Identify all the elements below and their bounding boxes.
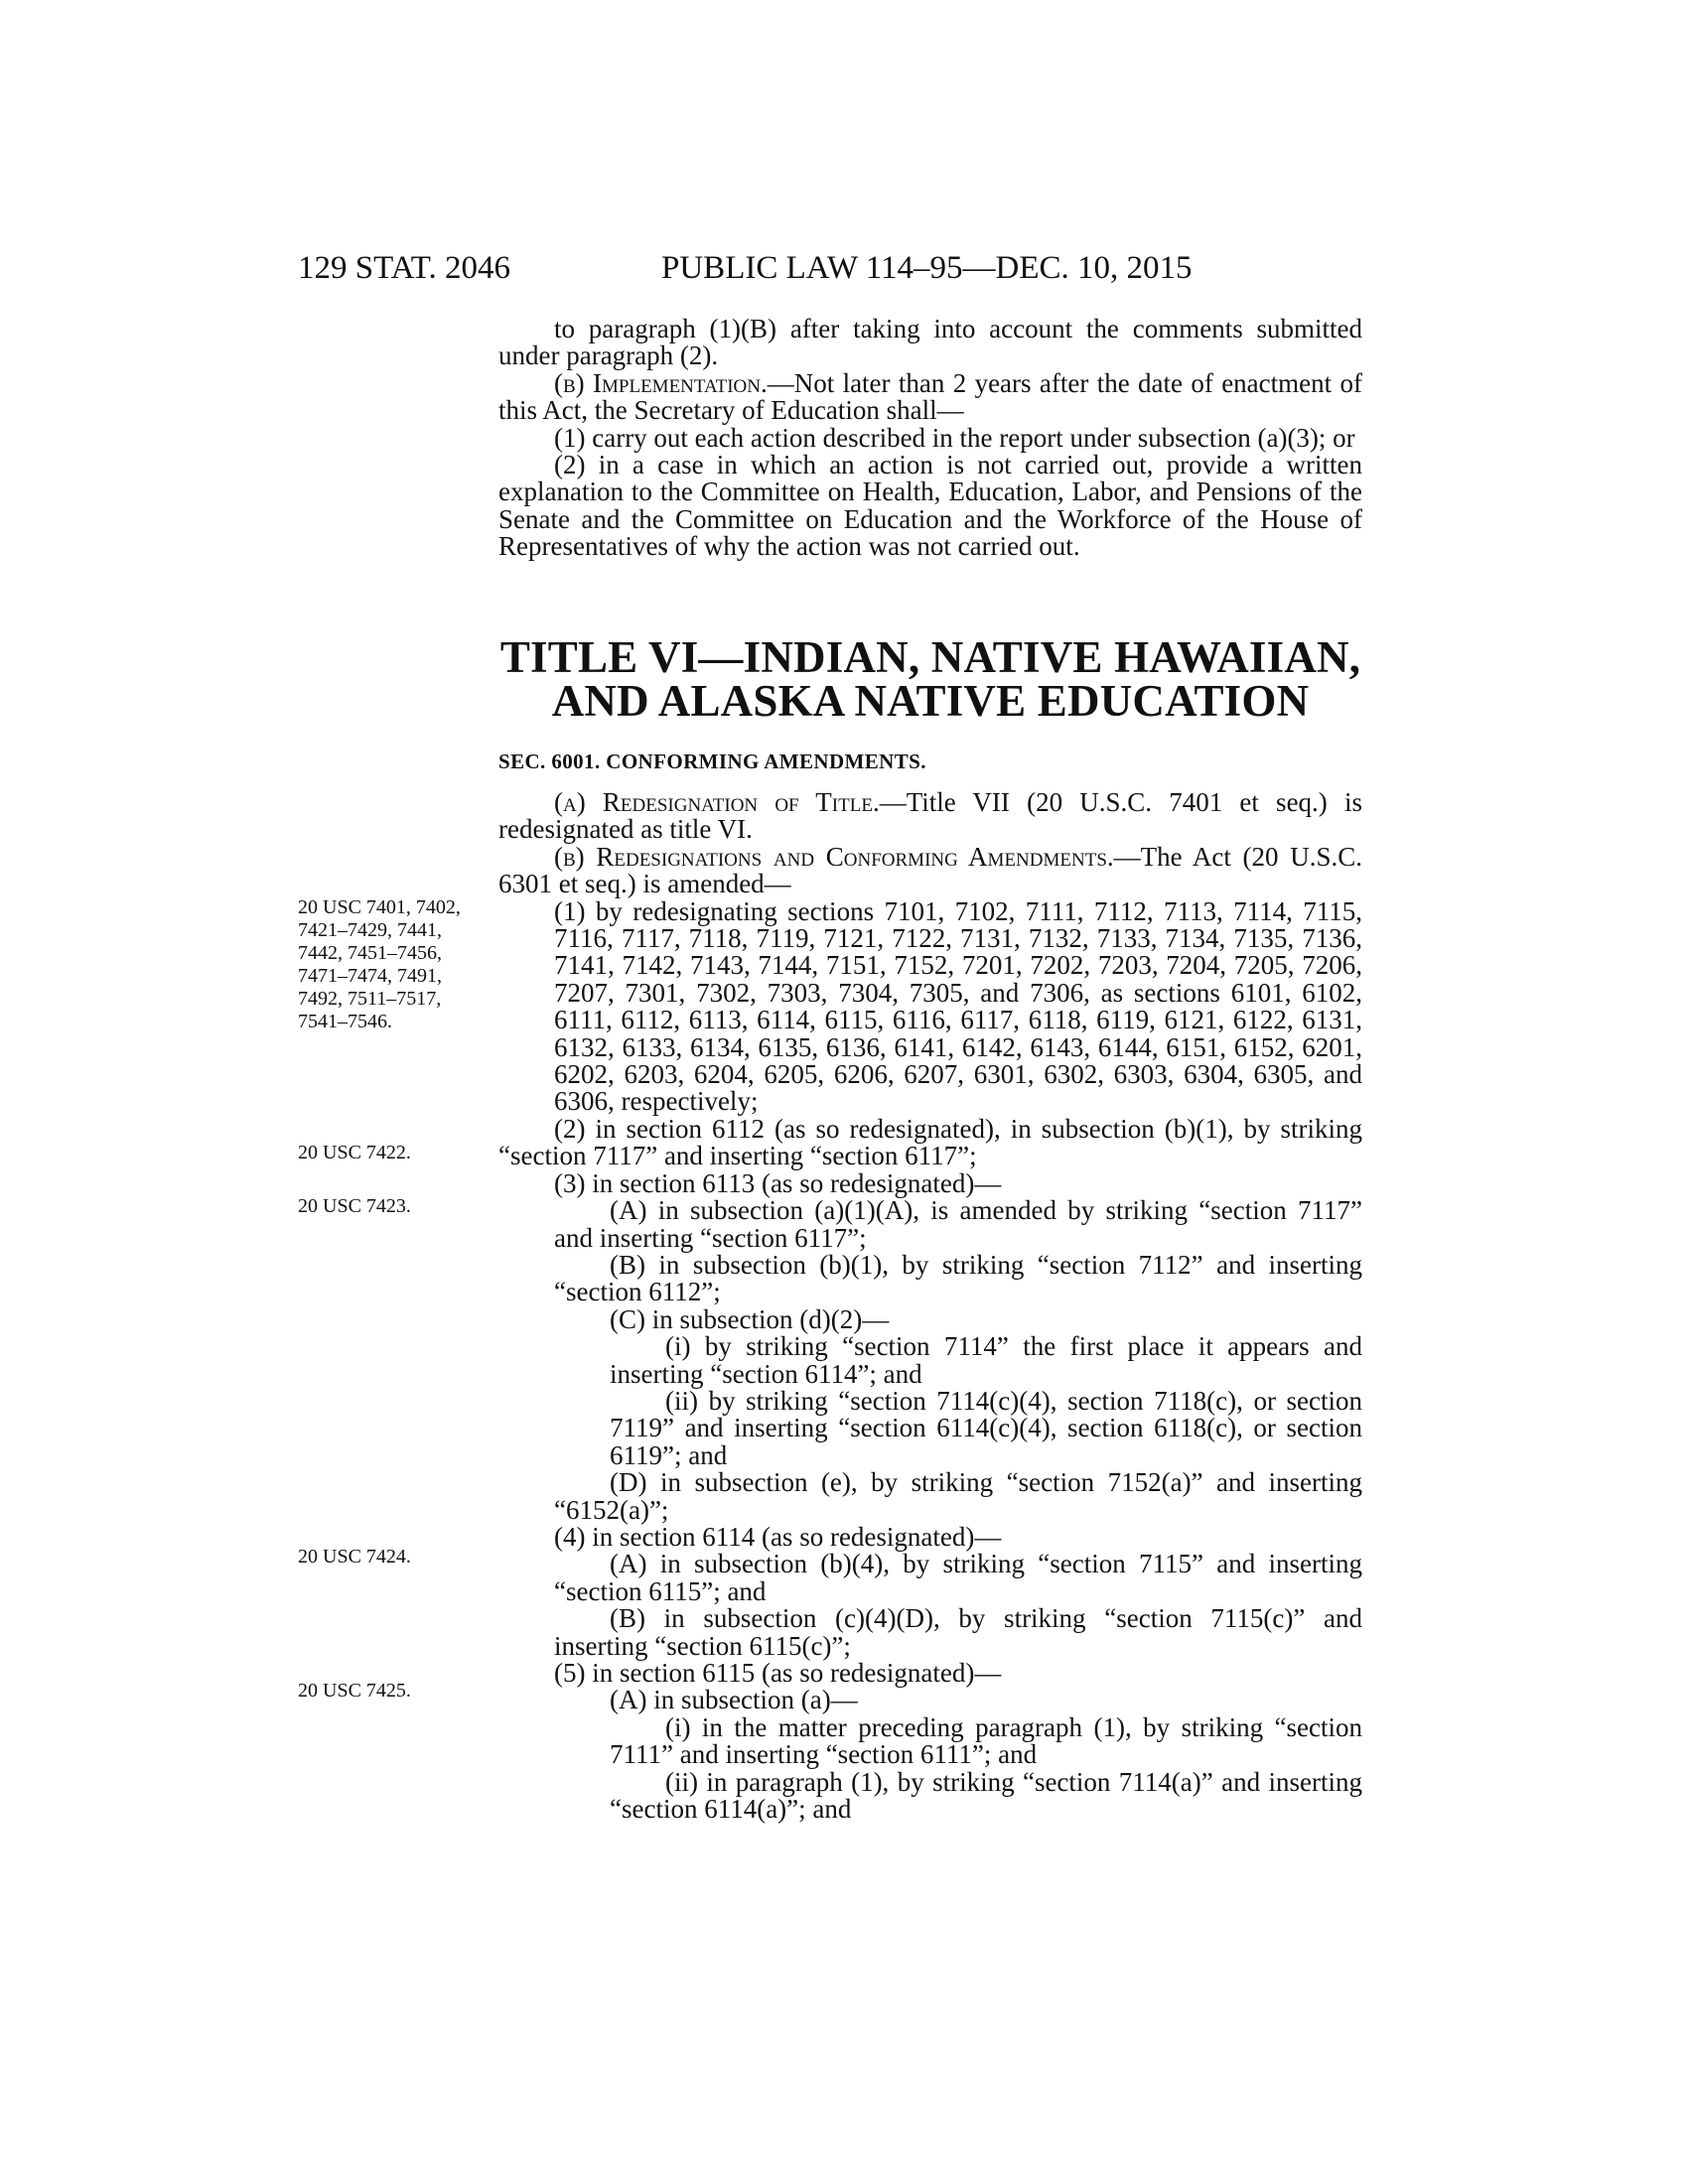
subsection-b-text: —Not later than 2 years after the date of enactment of this Act, the Secretary of Education shall— [498, 367, 1362, 426]
top-text-block [498, 316, 1362, 561]
paragraph-4-B: (B) in subsection (c)(4)(D), by striking “section 7115(c)” and inserting “section 6115(c)”; [554, 1603, 1362, 1661]
page-running-header: PUBLIC LAW 114–95—DEC. 10, 2015 [661, 250, 1193, 286]
subsection-a [498, 789, 1362, 844]
margin-note-usc-7425: 20 USC 7425. [298, 1680, 411, 1702]
margin-note-usc-7422: 20 USC 7422. [298, 1142, 411, 1163]
paragraph-3-C-ii: (ii) by striking “section 7114(c)(4), section 7118(c), or section 7119” and inserting “section 6114(c)(4), section 6118(c), or section 6119”; and [610, 1385, 1362, 1470]
subsection-b [498, 841, 1362, 899]
paragraph-3: (3) in section 6113 (as so redesignated)— [554, 1167, 1002, 1198]
title-line-2: AND ALASKA NATIVE EDUCATION [551, 676, 1310, 726]
paragraph-4-A: (A) in subsection (b)(4), by striking “section 7115” and inserting “section 6115”; and [554, 1549, 1362, 1606]
paragraph-3-D: (D) in subsection (e), by striking “section 7152(a)” and inserting “6152(a)”; [554, 1467, 1362, 1525]
paragraph-b1: (1) carry out each action described in the report under subsection (a)(3); or [554, 422, 1355, 453]
paragraph-5-A: (A) in subsection (a)— [610, 1685, 858, 1715]
paragraph-5-A-ii: (ii) in paragraph (1), by striking “section 7114(a)” and inserting “section 6114(a)”; and [610, 1766, 1362, 1825]
section-heading: SEC. 6001. CONFORMING AMENDMENTS. [498, 750, 926, 773]
subsection-a-heading: (a) Redesignation of Title. [554, 787, 880, 817]
continuation-paragraph: to paragraph (1)(B) after taking into account the comments submitted under paragraph (2). [498, 314, 1362, 371]
title-line-1: TITLE VI—INDIAN, NATIVE HAWAIIAN, [499, 632, 1361, 682]
subsection-b-heading: (b) Implementation. [554, 367, 768, 398]
paragraph-b2: (2) in a case in which an action is not carried out, provide a written explanation to the Committee on Health, Education, Labor, and Pensions of the Senate and the Committee on Education and the Workforce of the House of Representatives of why the action was not carried out. [498, 450, 1362, 562]
paragraph-5: (5) in section 6115 (as so redesignated)— [554, 1658, 1002, 1688]
subsection-b-implementation [498, 367, 1362, 426]
paragraph-3-A: (A) in subsection (a)(1)(A), is amended by striking “section 7117” and inserting “section 6117”; [554, 1195, 1362, 1253]
margin-note-usc-7424: 20 USC 7424. [298, 1546, 411, 1568]
margin-note-usc-7423: 20 USC 7423. [298, 1195, 411, 1217]
subsection-a-text: —Title VII (20 U.S.C. 7401 et seq.) is redesignated as title VI. [498, 787, 1362, 845]
paragraph-2: (2) in section 6112 (as so redesignated), in subsection (b)(1), by striking “section 7117” and inserting “section 6117”; [498, 1113, 1362, 1171]
title-heading [498, 632, 1362, 726]
section-body [498, 789, 1362, 1823]
paragraph-5-A-i: (i) in the matter preceding paragraph (1), by striking “section 7111” and inserting “section 6111”; and [610, 1711, 1362, 1770]
page-stat-citation: 129 STAT. 2046 [298, 250, 511, 286]
subsection-b-heading: (b) Redesignations and Conforming Amendments. [554, 841, 1114, 872]
subsection-b-text: —The Act (20 U.S.C. 6301 et seq.) is amended— [498, 841, 1362, 899]
paragraph-1: (1) by redesignating sections 7101, 7102, 7111, 7112, 7113, 7114, 7115, 7116, 7117, 7118, 7119, 7121, 7122, 7131, 7132, 7133, 7134, 7135, 7136, 7141, 7142, 7143, 7144, 7151, 7152, 7201, 7202, 7203, 7204, 7205, 7206, 7207, 7301, 7302, 7303, 7304, 7305, and 7306, as sections 6101, 6102, 6111, 6112, 6113, 6114, 6115, 6116, 6117, 6118, 6119, 6121, 6122, 6131, 6132, 6133, 6134, 6135, 6136, 6141, 6142, 6143, 6144, 6151, 6152, 6201, 6202, 6203, 6204, 6205, 6206, 6207, 6301, 6302, 6303, 6304, 6305, and 6306, respectively; [554, 895, 1362, 1117]
paragraph-4: (4) in section 6114 (as so redesignated)— [554, 1521, 1002, 1552]
paragraph-3-C-i: (i) by striking “section 7114” the first place it appears and inserting “section 6114”; and [610, 1331, 1362, 1389]
paragraph-3-B: (B) in subsection (b)(1), by striking “section 7112” and inserting “section 6112”; [554, 1249, 1362, 1307]
paragraph-3-C: (C) in subsection (d)(2)— [610, 1303, 890, 1334]
margin-note-usc-list: 20 USC 7401, 7402, 7421–7429, 7441, 7442, 7451–7456, 7471–7474, 7491, 7492, 7511–7517, 7541–7546. [298, 896, 461, 1032]
